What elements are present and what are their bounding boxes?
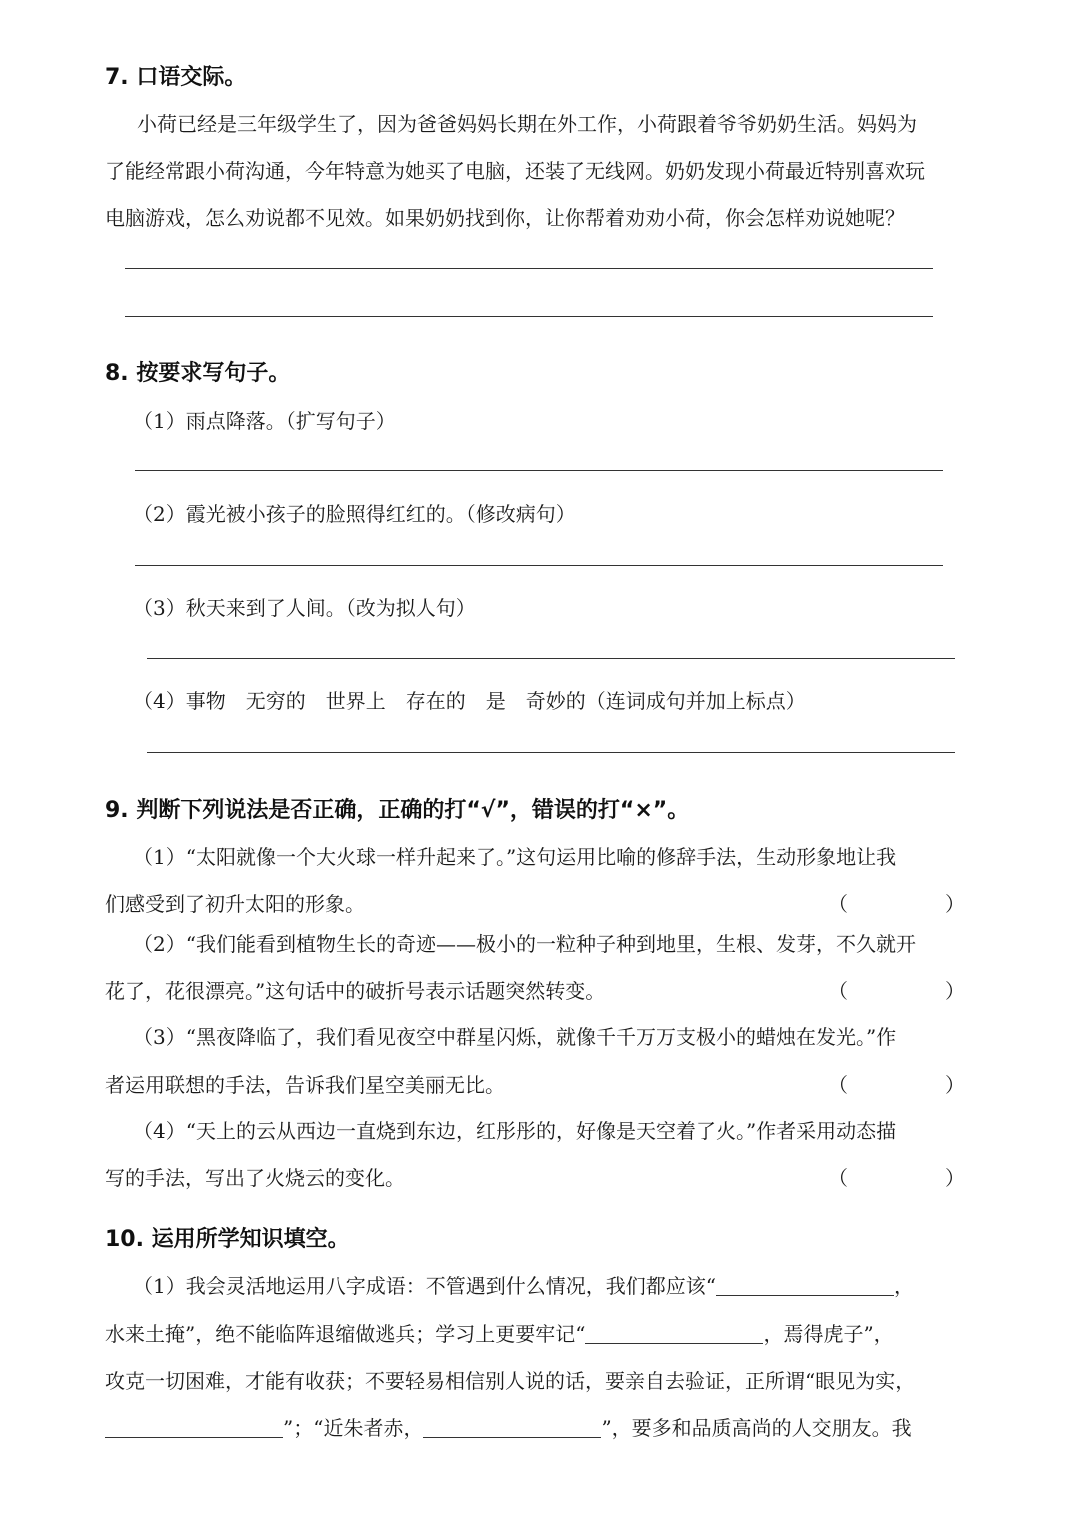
q10-blank-1[interactable] [716, 1275, 894, 1296]
q9-item-2-line-1: （2）“我们能看到植物生长的奇迹——极小的一粒种子种到地里，生根、发芽，不久就开 [133, 932, 916, 956]
q9-item-4-line-1: （4）“天上的云从西边一直烧到东边，红彤彤的，好像是天空着了火。”作者采用动态描 [133, 1119, 897, 1143]
q10-blank-3[interactable] [105, 1417, 283, 1438]
q10-line-2 [105, 1318, 894, 1347]
q8-item-4: （4）事物 无穷的 世界上 存在的 是 奇妙的（连词成句并加上标点） [133, 689, 806, 713]
q8-item-1: （1）雨点降落。（扩写句子） [133, 409, 396, 433]
q8-answer-line-3[interactable] [147, 658, 955, 659]
q8-answer-line-4[interactable] [147, 752, 955, 753]
q9-item-1-line-1: （1）“太阳就像一个大火球一样升起来了。”这句运用比喻的修辞手法，生动形象地让我 [133, 845, 897, 869]
q9-item-1-line-2: 们感受到了初升太阳的形象。 [105, 892, 365, 916]
q10-line-1-text: （1）我会灵活地运用八字成语：不管遇到什么情况，我们都应该“ [133, 1274, 716, 1298]
q8-item-3: （3）秋天来到了人间。（改为拟人句） [133, 596, 476, 620]
q9-title: 9. 判断下列说法是否正确，正确的打“√”，错误的打“×”。 [105, 798, 690, 823]
q7-answer-line-2[interactable] [125, 316, 933, 317]
q9-item-4-line-2: 写的手法，写出了火烧云的变化。 [105, 1166, 405, 1190]
q8-answer-line-1[interactable] [135, 470, 943, 471]
q9-item-4-paren-close: ） [945, 1166, 965, 1190]
q10-line-3: 攻克一切困难，才能有收获；不要轻易相信别人说的话，要亲自去验证，正所谓“眼见为实， [105, 1369, 916, 1393]
q9-item-3-line-1: （3）“黑夜降临了，我们看见夜空中群星闪烁，就像千千万万支极小的蜡烛在发光。”作 [133, 1025, 897, 1049]
q7-answer-line-1[interactable] [125, 268, 933, 269]
q10-line-2-text: 水来土掩”，绝不能临阵退缩做逃兵；学习上更要牢记“ [105, 1322, 586, 1346]
q9-item-3-paren-open: （ [828, 1073, 848, 1097]
q8-title: 8. 按要求写句子。 [105, 361, 291, 386]
q10-line-4-text-a: ”；“近朱者赤， [283, 1416, 424, 1440]
q10-line-1 [133, 1270, 914, 1299]
q9-item-2-paren-close: ） [945, 979, 965, 1003]
q10-line-2-tail: ，焉得虎子”， [763, 1322, 894, 1346]
q9-item-3-paren-close: ） [945, 1073, 965, 1097]
q9-item-2-line-2: 花了，花很漂亮。”这句话中的破折号表示话题突然转变。 [105, 979, 606, 1003]
q10-blank-4[interactable] [423, 1417, 601, 1438]
q8-answer-line-2[interactable] [135, 565, 943, 566]
q10-line-4-text-b: ”，要多和品质高尚的人交朋友。我 [601, 1416, 912, 1440]
q8-item-2: （2）霞光被小孩子的脸照得红红的。（修改病句） [133, 502, 576, 526]
q10-line-4 [105, 1412, 912, 1441]
q9-item-1-paren-open: （ [828, 892, 848, 916]
q9-item-2-paren-open: （ [828, 979, 848, 1003]
q9-item-3-line-2: 者运用联想的手法，告诉我们星空美丽无比。 [105, 1073, 505, 1097]
q7-text-line-3: 电脑游戏，怎么劝说都不见效。如果奶奶找到你，让你帮着劝劝小荷，你会怎样劝说她呢？ [105, 206, 905, 230]
q9-item-1-paren-close: ） [945, 892, 965, 916]
q10-title: 10. 运用所学知识填空。 [105, 1227, 350, 1252]
q9-item-4-paren-open: （ [828, 1166, 848, 1190]
q10-blank-2[interactable] [585, 1323, 763, 1344]
q7-text-line-1: 小荷已经是三年级学生了，因为爸爸妈妈长期在外工作，小荷跟着爷爷奶奶生活。妈妈为 [137, 112, 917, 136]
q7-title: 7. 口语交际。 [105, 65, 247, 90]
q7-text-line-2: 了能经常跟小荷沟通，今年特意为她买了电脑，还装了无线网。奶奶发现小荷最近特别喜欢玩 [105, 159, 925, 183]
q10-line-1-comma: ， [893, 1274, 914, 1298]
